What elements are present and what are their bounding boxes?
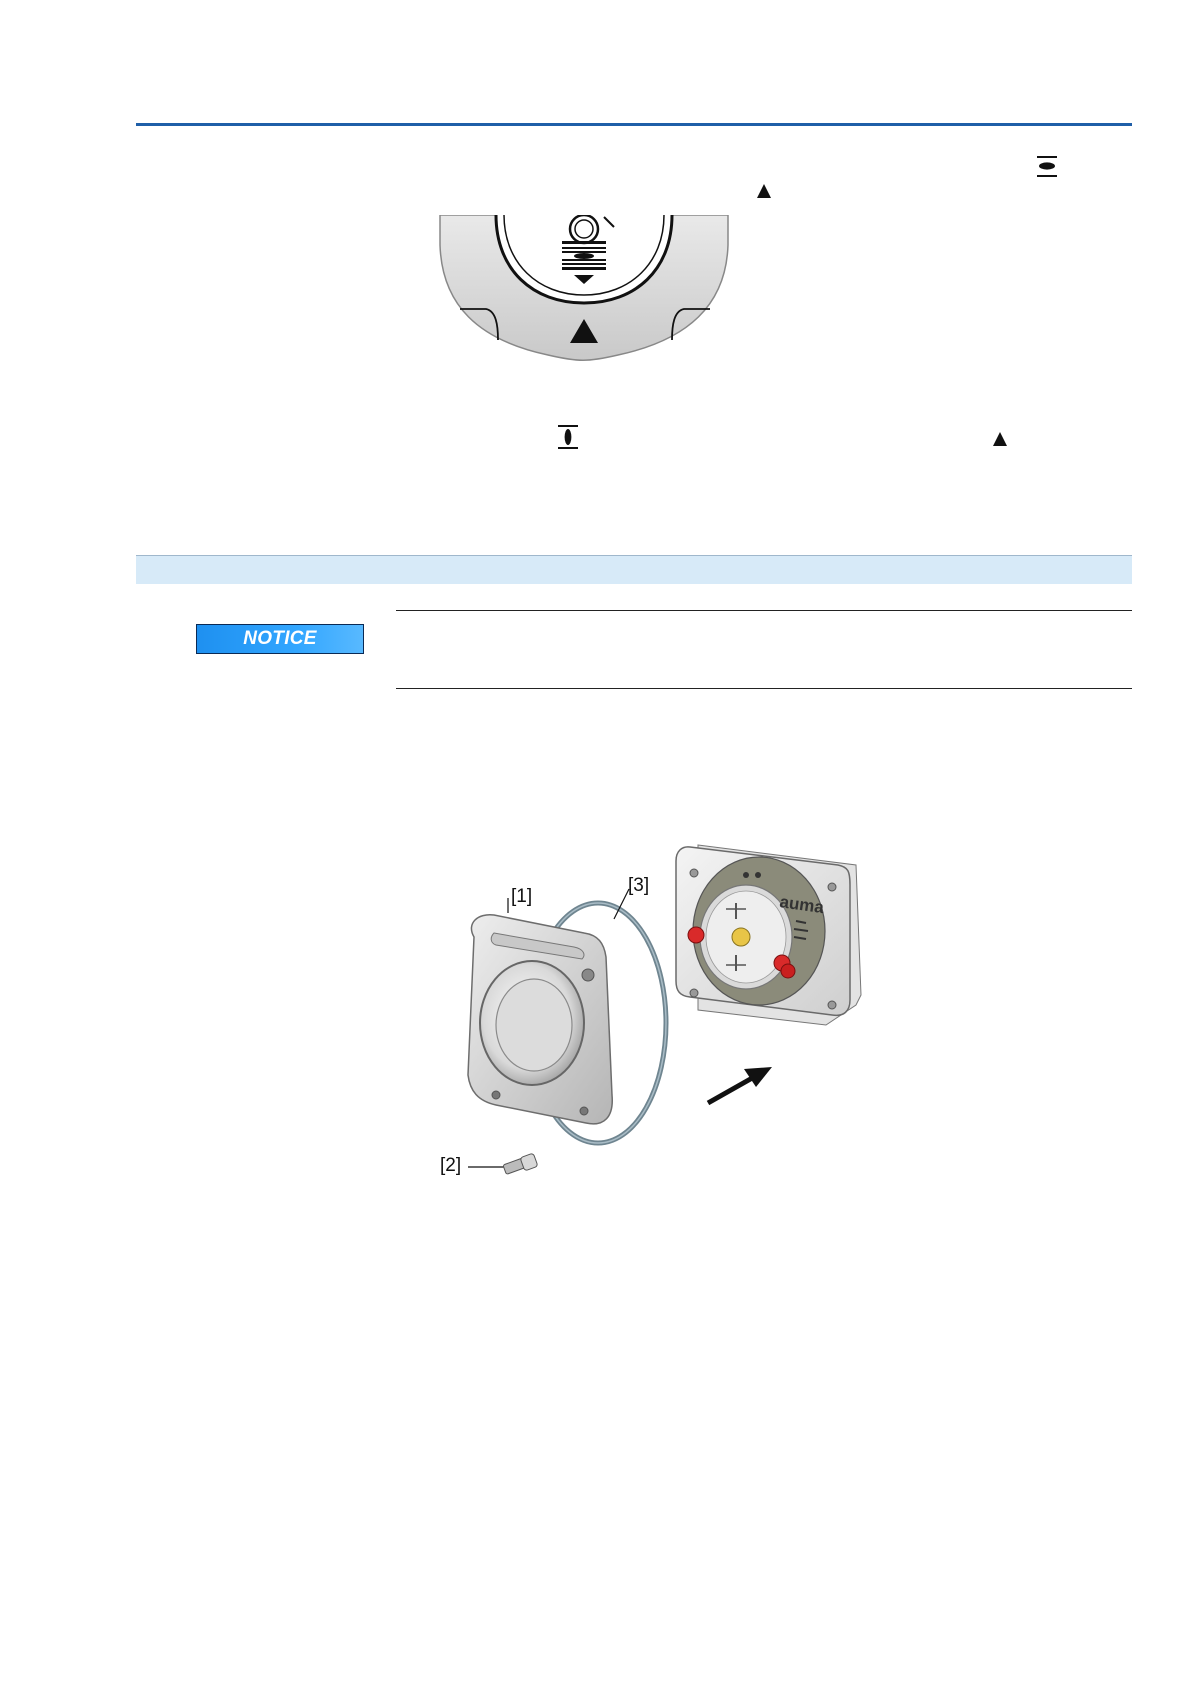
notice-bottom-rule bbox=[396, 688, 1132, 689]
cover-assembly-figure bbox=[436, 825, 876, 1200]
callout-label: [3] bbox=[628, 875, 650, 896]
open-position-symbol-icon bbox=[556, 424, 580, 450]
callout-label: [2] bbox=[440, 1155, 462, 1176]
header-rule bbox=[136, 123, 1132, 126]
callout-label: [1] bbox=[511, 886, 533, 907]
black-triangle-icon bbox=[756, 183, 772, 199]
close-position-symbol-icon bbox=[1035, 154, 1059, 178]
notice-badge: NOTICE bbox=[196, 624, 364, 654]
notice-top-rule bbox=[396, 610, 1132, 611]
black-triangle-icon bbox=[992, 431, 1008, 447]
section-heading-band bbox=[136, 555, 1132, 584]
indicator-disc-illustration bbox=[438, 215, 730, 365]
svg-text:auma: auma bbox=[778, 892, 826, 918]
